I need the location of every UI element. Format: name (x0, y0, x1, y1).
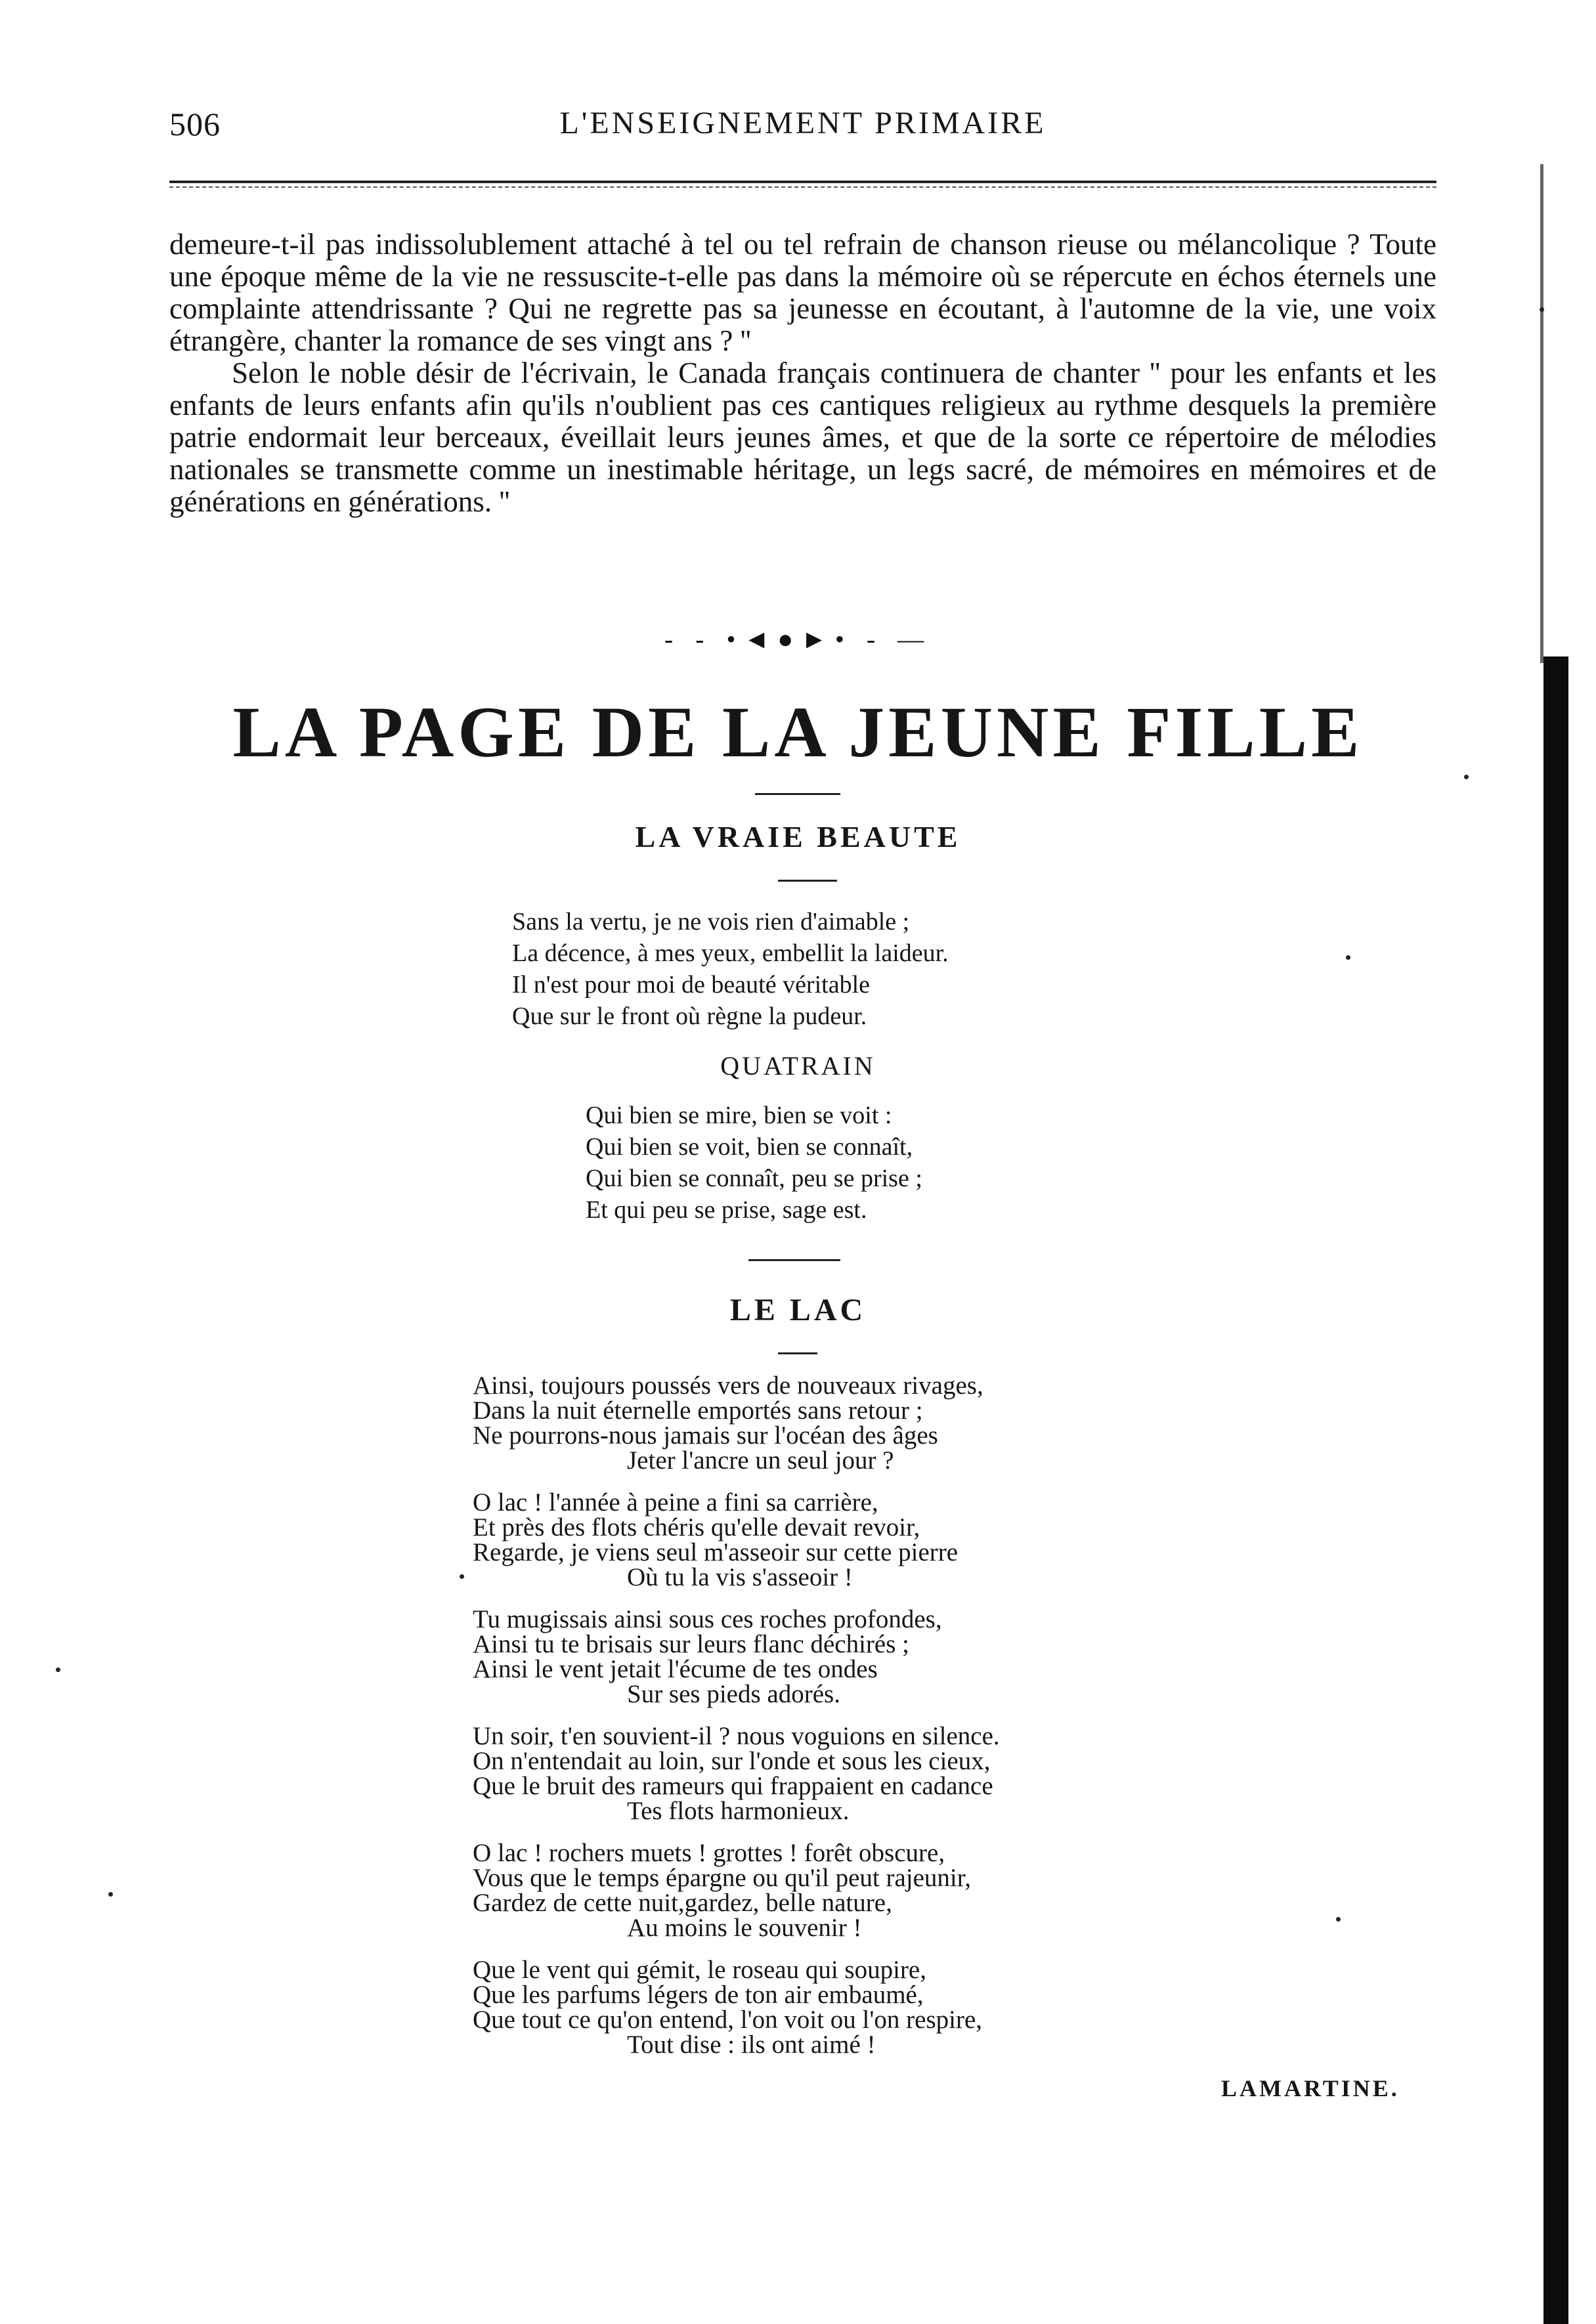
prose-body (169, 228, 1436, 518)
verse-line: Qui bien se voit, bien se connaît, (586, 1133, 913, 1161)
verse-line: Que les parfums légers de ton air embaumé, (473, 1981, 924, 2009)
ink-speck (1464, 775, 1469, 779)
verse-line: Que le vent qui gémit, le roseau qui soupire, (473, 1956, 926, 1984)
ink-speck (1540, 307, 1544, 312)
verse-line: Dans la nuit éternelle emportés sans retour ; (473, 1396, 923, 1425)
running-head: L'ENSEIGNEMENT PRIMAIRE (559, 106, 1046, 140)
margin-rule (1540, 164, 1543, 663)
verse-line: Au moins le souvenir ! (627, 1914, 862, 1942)
verse-line: Il n'est pour moi de beauté véritable (512, 971, 870, 999)
verse-line: Ainsi le vent jetait l'écume de tes ondes (473, 1655, 878, 1683)
verse-line: Que le bruit des rameurs qui frappaient en cadance (473, 1772, 993, 1800)
scan-margin-bar (1543, 656, 1568, 2324)
verse-line: O lac ! rochers muets ! grottes ! forêt obscure, (473, 1839, 945, 1867)
divider-rule (748, 1259, 840, 1261)
verse-line: Que sur le front où règne la pudeur. (512, 1002, 867, 1030)
verse-line: Ne pourrons-nous jamais sur l'océan des âges (473, 1421, 938, 1450)
header-rule (169, 181, 1436, 192)
stanza (473, 1490, 958, 1590)
stanza (473, 1958, 982, 2057)
verse-line: Sur ses pieds adorés. (627, 1680, 840, 1708)
stanza (473, 1607, 942, 1707)
paragraph-1: demeure-t-il pas indissolublement attaché à tel ou tel refrain de chanson rieuse ou mélancolique ? Toute une époque même de la vie ne ressuscite-t-elle pas dans la mémoire où se répercute en échos éternels une complainte attendrissante ? Qui ne regrette pas sa jeunesse en écoutant, à l'automne de la vie, une voix étrangère, chanter la romance de ses vingt ans ? '' (169, 228, 1436, 357)
ink-speck (1346, 955, 1350, 960)
verse-line: Ainsi, toujours poussés vers de nouveaux rivages, (473, 1371, 983, 1400)
verse-line: O lac ! l'année à peine a fini sa carrière, (473, 1488, 878, 1517)
ink-speck (56, 1668, 60, 1672)
verse-line: Tout dise : ils ont aimé ! (627, 2031, 876, 2059)
verse-line: La décence, à mes yeux, embellit la laideur. (512, 939, 949, 967)
poem-title-vraie-beaute: LA VRAIE BEAUTE (635, 820, 961, 853)
verse-line: Tu mugissais ainsi sous ces roches profondes, (473, 1605, 942, 1633)
stanza (473, 1724, 1000, 1824)
verse-line: Qui bien se mire, bien se voit : (586, 1102, 892, 1129)
verse-line: Où tu la vis s'asseoir ! (627, 1563, 853, 1591)
verse-line: Regarde, je viens seul m'asseoir sur cette pierre (473, 1538, 959, 1566)
page-number: 506 (169, 106, 221, 142)
page-header (169, 105, 1436, 158)
verse-line: Gardez de cette nuit,gardez, belle nature, (473, 1889, 892, 1917)
verse-line: Ainsi tu te brisais sur leurs flanc déchirés ; (473, 1630, 909, 1658)
section-ornament: - - •◄●►• - — (664, 624, 932, 654)
verse-line: Sans la vertu, je ne vois rien d'aimable ; (512, 908, 910, 936)
poem-title-quatrain: QUATRAIN (720, 1051, 876, 1081)
verse-line: Jeter l'ancre un seul jour ? (627, 1446, 894, 1474)
poem-quatrain (586, 1100, 922, 1226)
verse-line: Un soir, t'en souvient-il ? nous voguions en silence. (473, 1722, 1000, 1750)
poem-title-le-lac: LE LAC (729, 1293, 867, 1327)
stanza (473, 1373, 983, 1473)
verse-line: Tes flots harmonieux. (627, 1797, 850, 1825)
poem-vraie-beaute (512, 906, 949, 1032)
section-title: LA PAGE DE LA JEUNE FILLE (232, 692, 1364, 772)
verse-line: Et près des flots chéris qu'elle devait revoir, (473, 1513, 920, 1541)
ink-speck (460, 1574, 464, 1579)
verse-line: On n'entendait au loin, sur l'onde et sous les cieux, (473, 1747, 991, 1775)
divider-rule (755, 793, 840, 795)
verse-line: Que tout ce qu'on entend, l'on voit ou l'on respire, (473, 2006, 983, 2034)
divider-rule (778, 880, 837, 882)
verse-line: Vous que le temps épargne ou qu'il peut rajeunir, (473, 1864, 971, 1892)
ink-speck (1336, 1917, 1341, 1922)
ink-speck (108, 1892, 113, 1897)
stanza (473, 1841, 971, 1941)
verse-line: Et qui peu se prise, sage est. (586, 1196, 867, 1224)
verse-line: Qui bien se connaît, peu se prise ; (586, 1165, 922, 1192)
paragraph-2: Selon le noble désir de l'écrivain, le Canada français continuera de chanter '' pour les enfants et les enfants de leurs enfants afin qu'ils n'oublient pas ces cantiques religieux au rythme desquels la première patrie endormait leur berceaux, éveillait leurs jeunes âmes, et que de la sorte ce répertoire de mélodies nationales se transmette comme un inestimable héritage, un legs sacré, de mémoires en mémoires et de générations en générations. '' (169, 356, 1436, 518)
author-signature: LAMARTINE. (1221, 2075, 1400, 2101)
divider-rule (778, 1352, 817, 1354)
